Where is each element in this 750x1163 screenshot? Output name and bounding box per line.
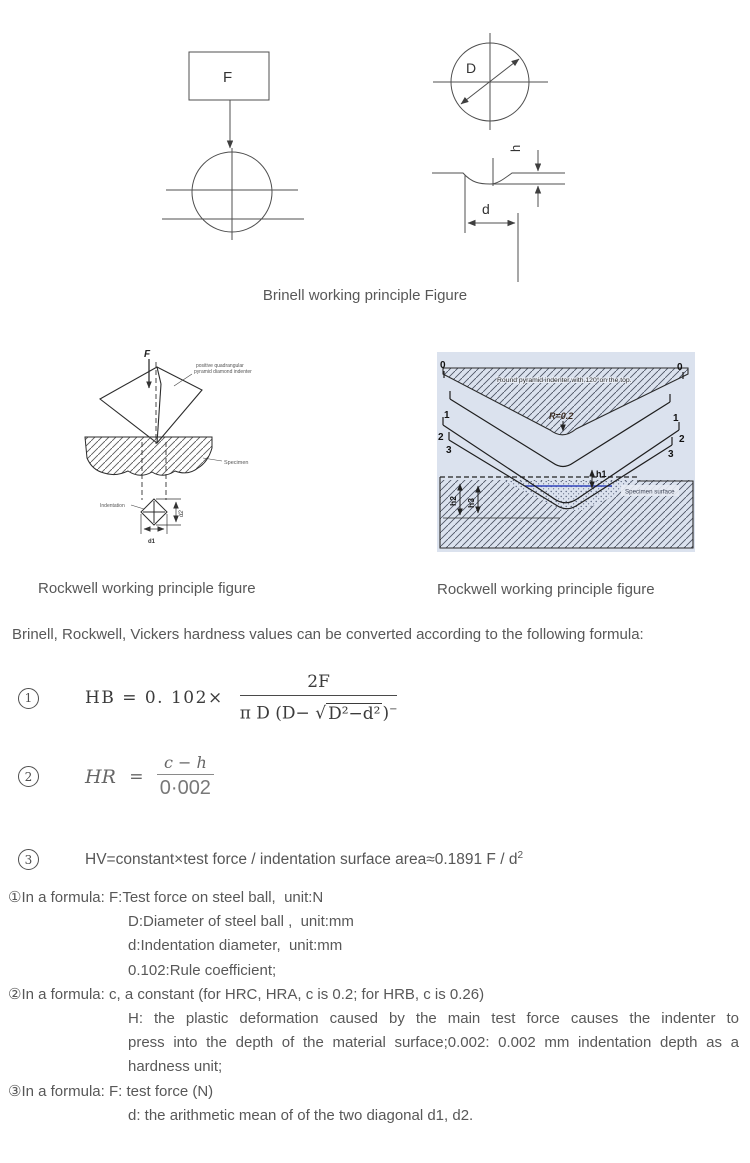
diameter-label: D (466, 60, 477, 76)
brinell-figure (150, 25, 580, 287)
radius-label: R=0.2 (549, 411, 574, 421)
pyramid-indenter (100, 367, 202, 443)
pos-right-2: 2 (679, 434, 685, 445)
indenter-label-line1: positive quadrangular (196, 363, 244, 369)
pos-left-1: 1 (444, 410, 450, 421)
root-content: D²−d² (328, 703, 381, 724)
h1-label: h1 (596, 469, 607, 479)
d2-label: d2 (179, 510, 185, 517)
formula-2-variable: HR (85, 765, 116, 788)
formula-brinell (18, 672, 397, 725)
formula-1-numerator: 2F (240, 672, 398, 696)
formula-1-fraction (240, 672, 398, 725)
indent-diameter-label: d (482, 201, 490, 217)
note-line: d: the arithmetic mean of of the two diagonal d1, d2. (128, 1106, 474, 1124)
rockwell-caption: Rockwell working principle figure (437, 581, 655, 598)
indenter-leader-line (174, 374, 192, 386)
indentation-leader-line (131, 505, 144, 509)
vickers-figure (60, 340, 340, 580)
ball-top-view (433, 33, 548, 130)
indenter-label: Round pyramid indenter with 120°on the top. (497, 377, 632, 384)
formula-1-denominator (240, 696, 398, 725)
pos-right-3: 3 (668, 449, 674, 460)
specimen-block (85, 437, 212, 475)
pos-right-0: 0 (677, 362, 683, 373)
note-line: 0.102:Rule coefficient; (128, 961, 277, 979)
formula-1-number: 1 (18, 688, 39, 709)
formula-2-numerator: c − h (157, 754, 214, 775)
brinell-load-diagram (162, 52, 304, 240)
formula-notes (8, 886, 742, 1128)
pos-right-1: 1 (673, 413, 679, 424)
radical-sign: √ (315, 703, 327, 724)
rockwell-figure (437, 352, 695, 552)
note-line: ①In a formula: F:Test force on steel ball, unit:N (8, 889, 324, 906)
h2-label: h2 (448, 496, 458, 506)
formula-1-lhs: HB = 0. 102× (85, 688, 224, 709)
intro-text: Brinell, Rockwell, Vickers hardness values can be converted according to the following formula: (12, 626, 644, 643)
den-sup: − (389, 704, 398, 715)
vickers-caption: Rockwell working principle figure (38, 580, 256, 597)
den-pre: π D (D− (239, 703, 316, 724)
pos-left-3: 3 (446, 445, 452, 456)
formula-3-sup: 2 (517, 849, 523, 861)
note-line: H: the plastic deformation caused by the main test force causes the indenter to (128, 1010, 739, 1028)
pos-left-0: 0 (440, 360, 446, 371)
brinell-caption: Brinell working principle Figure (262, 287, 468, 304)
surface-label: Specimen surface (625, 488, 675, 496)
depth-label: h (508, 144, 523, 152)
vickers-force-label: F (144, 349, 151, 360)
force-label: F (223, 69, 233, 86)
den-post: ) (382, 703, 390, 724)
note-line: D:Diameter of steel ball , unit:mm (128, 913, 354, 931)
formula-2-number: 2 (18, 766, 39, 787)
formula-vickers (18, 849, 523, 870)
note-line: ③In a formula: F: test force (N) (8, 1082, 214, 1100)
indenter-label-line2: pyramid diamond indenter (194, 369, 252, 375)
note-line: hardness unit; (128, 1058, 223, 1076)
d1-label: d1 (148, 539, 156, 545)
note-line: d:Indentation diameter, unit:mm (128, 937, 343, 955)
formula-2-equals: = (123, 766, 149, 787)
formula-3-body: HV=constant×test force / indentation surface area≈0.1891 F / d (85, 851, 518, 869)
note-line: ②In a formula: c, a constant (for HRC, HRA, c is 0.2; for HRB, c is 0.26) (8, 985, 485, 1003)
note-line: press into the depth of the material surface;0.002: 0.002 mm indentation depth as a (128, 1034, 739, 1052)
formula-3-text (85, 850, 523, 869)
formula-2-fraction (157, 754, 214, 799)
formula-3-number: 3 (18, 849, 39, 870)
formula-2-denominator: 0·002 (159, 777, 211, 799)
formula-rockwell (18, 754, 214, 799)
indentation-square (141, 499, 167, 525)
pos-left-2: 2 (438, 432, 444, 443)
indentation-profile (432, 150, 565, 282)
specimen-label: Specimen (224, 460, 249, 466)
h3-label: h3 (466, 498, 476, 508)
indentation-label: Indentation (100, 503, 125, 509)
